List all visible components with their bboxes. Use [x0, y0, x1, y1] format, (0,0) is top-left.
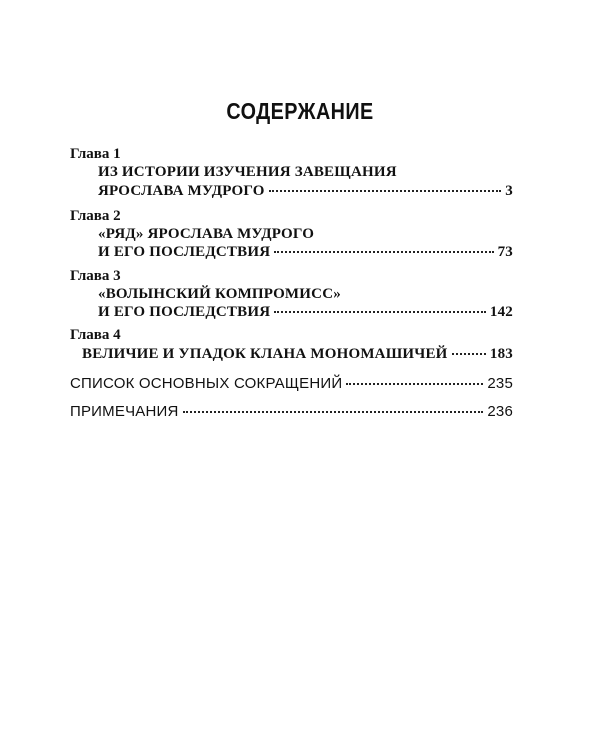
page-title: СОДЕРЖАНИЕ [226, 98, 374, 124]
abbreviations-page-number: 235 [487, 375, 513, 392]
chapter-4-title-line-1: ВЕЛИЧИЕ И УПАДОК КЛАНА МОНОМАШИЧЕЙ [82, 346, 448, 362]
chapter-1-label: Глава 1 [70, 146, 121, 162]
chapter-1-title-line-1: ИЗ ИСТОРИИ ИЗУЧЕНИЯ ЗАВЕЩАНИЯ [98, 164, 397, 180]
chapter-1-page-number: 3 [505, 183, 513, 199]
chapter-2-page-number: 73 [497, 244, 513, 260]
notes-title: ПРИМЕЧАНИЯ [70, 403, 179, 420]
dot-leader [346, 382, 483, 385]
abbreviations-title: СПИСОК ОСНОВНЫХ СОКРАЩЕНИЙ [70, 375, 343, 392]
chapter-1-title-line-2: ЯРОСЛАВА МУДРОГО [98, 183, 265, 199]
notes-entry[interactable] [70, 403, 513, 420]
chapter-2-title-line-2: И ЕГО ПОСЛЕДСТВИЯ [98, 244, 271, 260]
chapter-3-page-number: 142 [489, 304, 513, 320]
chapter-4-page-number: 183 [489, 346, 513, 362]
dot-leader [274, 310, 486, 313]
chapter-4-label: Глава 4 [70, 327, 121, 343]
dot-leader [269, 189, 502, 192]
chapter-1-entry[interactable] [98, 183, 513, 200]
chapter-3-title-line-1: «ВОЛЫНСКИЙ КОМПРОМИСС» [98, 286, 341, 302]
chapter-3-title-line-2: И ЕГО ПОСЛЕДСТВИЯ [98, 304, 271, 320]
chapter-3-label: Глава 3 [70, 268, 121, 284]
chapter-4-entry[interactable] [82, 346, 513, 363]
notes-page-number: 236 [487, 403, 513, 420]
chapter-2-entry[interactable] [98, 244, 513, 261]
chapter-2-label: Глава 2 [70, 208, 121, 224]
abbreviations-entry[interactable] [70, 375, 513, 392]
chapter-2-title-line-1: «РЯД» ЯРОСЛАВА МУДРОГО [98, 226, 315, 242]
chapter-3-entry[interactable] [98, 304, 513, 321]
dot-leader [183, 410, 484, 413]
dot-leader [452, 352, 486, 355]
dot-leader [274, 250, 493, 253]
